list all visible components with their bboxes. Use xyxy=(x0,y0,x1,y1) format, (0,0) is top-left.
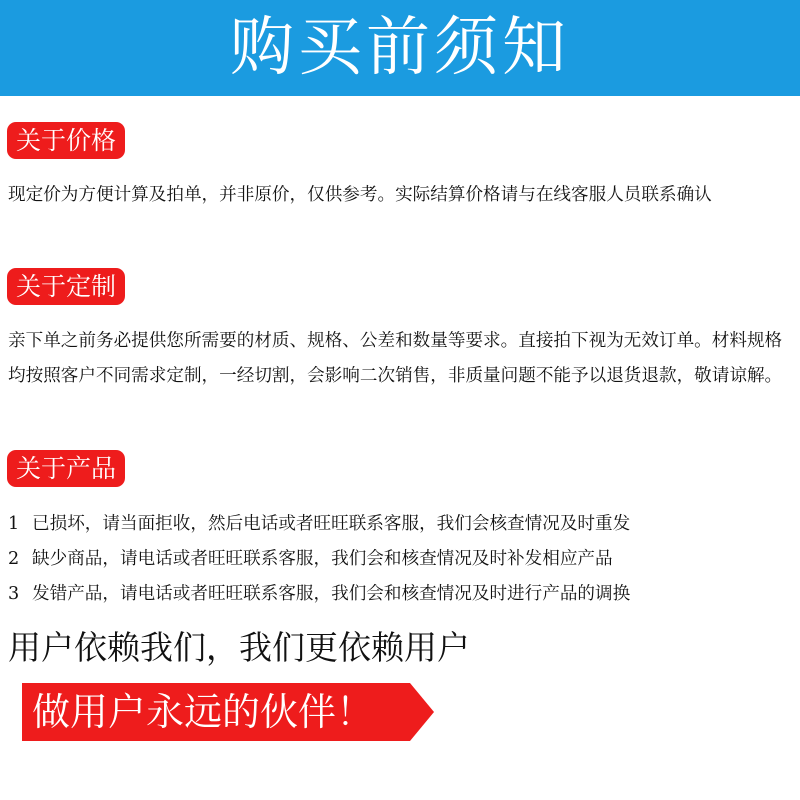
slogan-text: 用户依赖我们，我们更依赖用户 xyxy=(8,628,470,667)
list-item-number: 3 xyxy=(8,584,20,604)
section-tag-product: 关于产品 xyxy=(7,450,125,487)
header-banner xyxy=(0,0,800,96)
list-item xyxy=(8,577,790,612)
list-item-text: 发错产品，请电话或者旺旺联系客服，我们会和核查情况及时进行产品的调换 xyxy=(32,584,631,604)
list-item xyxy=(8,507,790,542)
partner-ribbon xyxy=(22,683,434,741)
ribbon-text: 做用户永远的伙伴！ xyxy=(22,683,410,741)
list-item xyxy=(8,542,790,577)
page-title: 购买前须知 xyxy=(230,11,570,85)
list-item-number: 2 xyxy=(8,549,20,569)
price-notice-text: 现定价为方便计算及拍单，并非原价，仅供参考。实际结算价格请与在线客服人员联系确认 xyxy=(8,185,712,205)
list-item-text: 缺少商品，请电话或者旺旺联系客服，我们会和核查情况及时补发相应产品 xyxy=(32,549,613,569)
custom-notice-text: 亲下单之前务必提供您所需要的材质、规格、公差和数量等要求。直接拍下视为无效订单。材料规格均按照客户不同需求定制，一经切割，会影响二次销售，非质量问题不能予以退货退款，敬请谅解。 xyxy=(8,331,783,386)
section-tag-custom: 关于定制 xyxy=(7,268,125,305)
section-tag-price: 关于价格 xyxy=(7,122,125,159)
ribbon-arrow-tip xyxy=(410,683,434,741)
list-item-text: 已损坏，请当面拒收，然后电话或者旺旺联系客服，我们会核查情况及时重发 xyxy=(32,514,631,534)
list-item-number: 1 xyxy=(8,514,20,534)
